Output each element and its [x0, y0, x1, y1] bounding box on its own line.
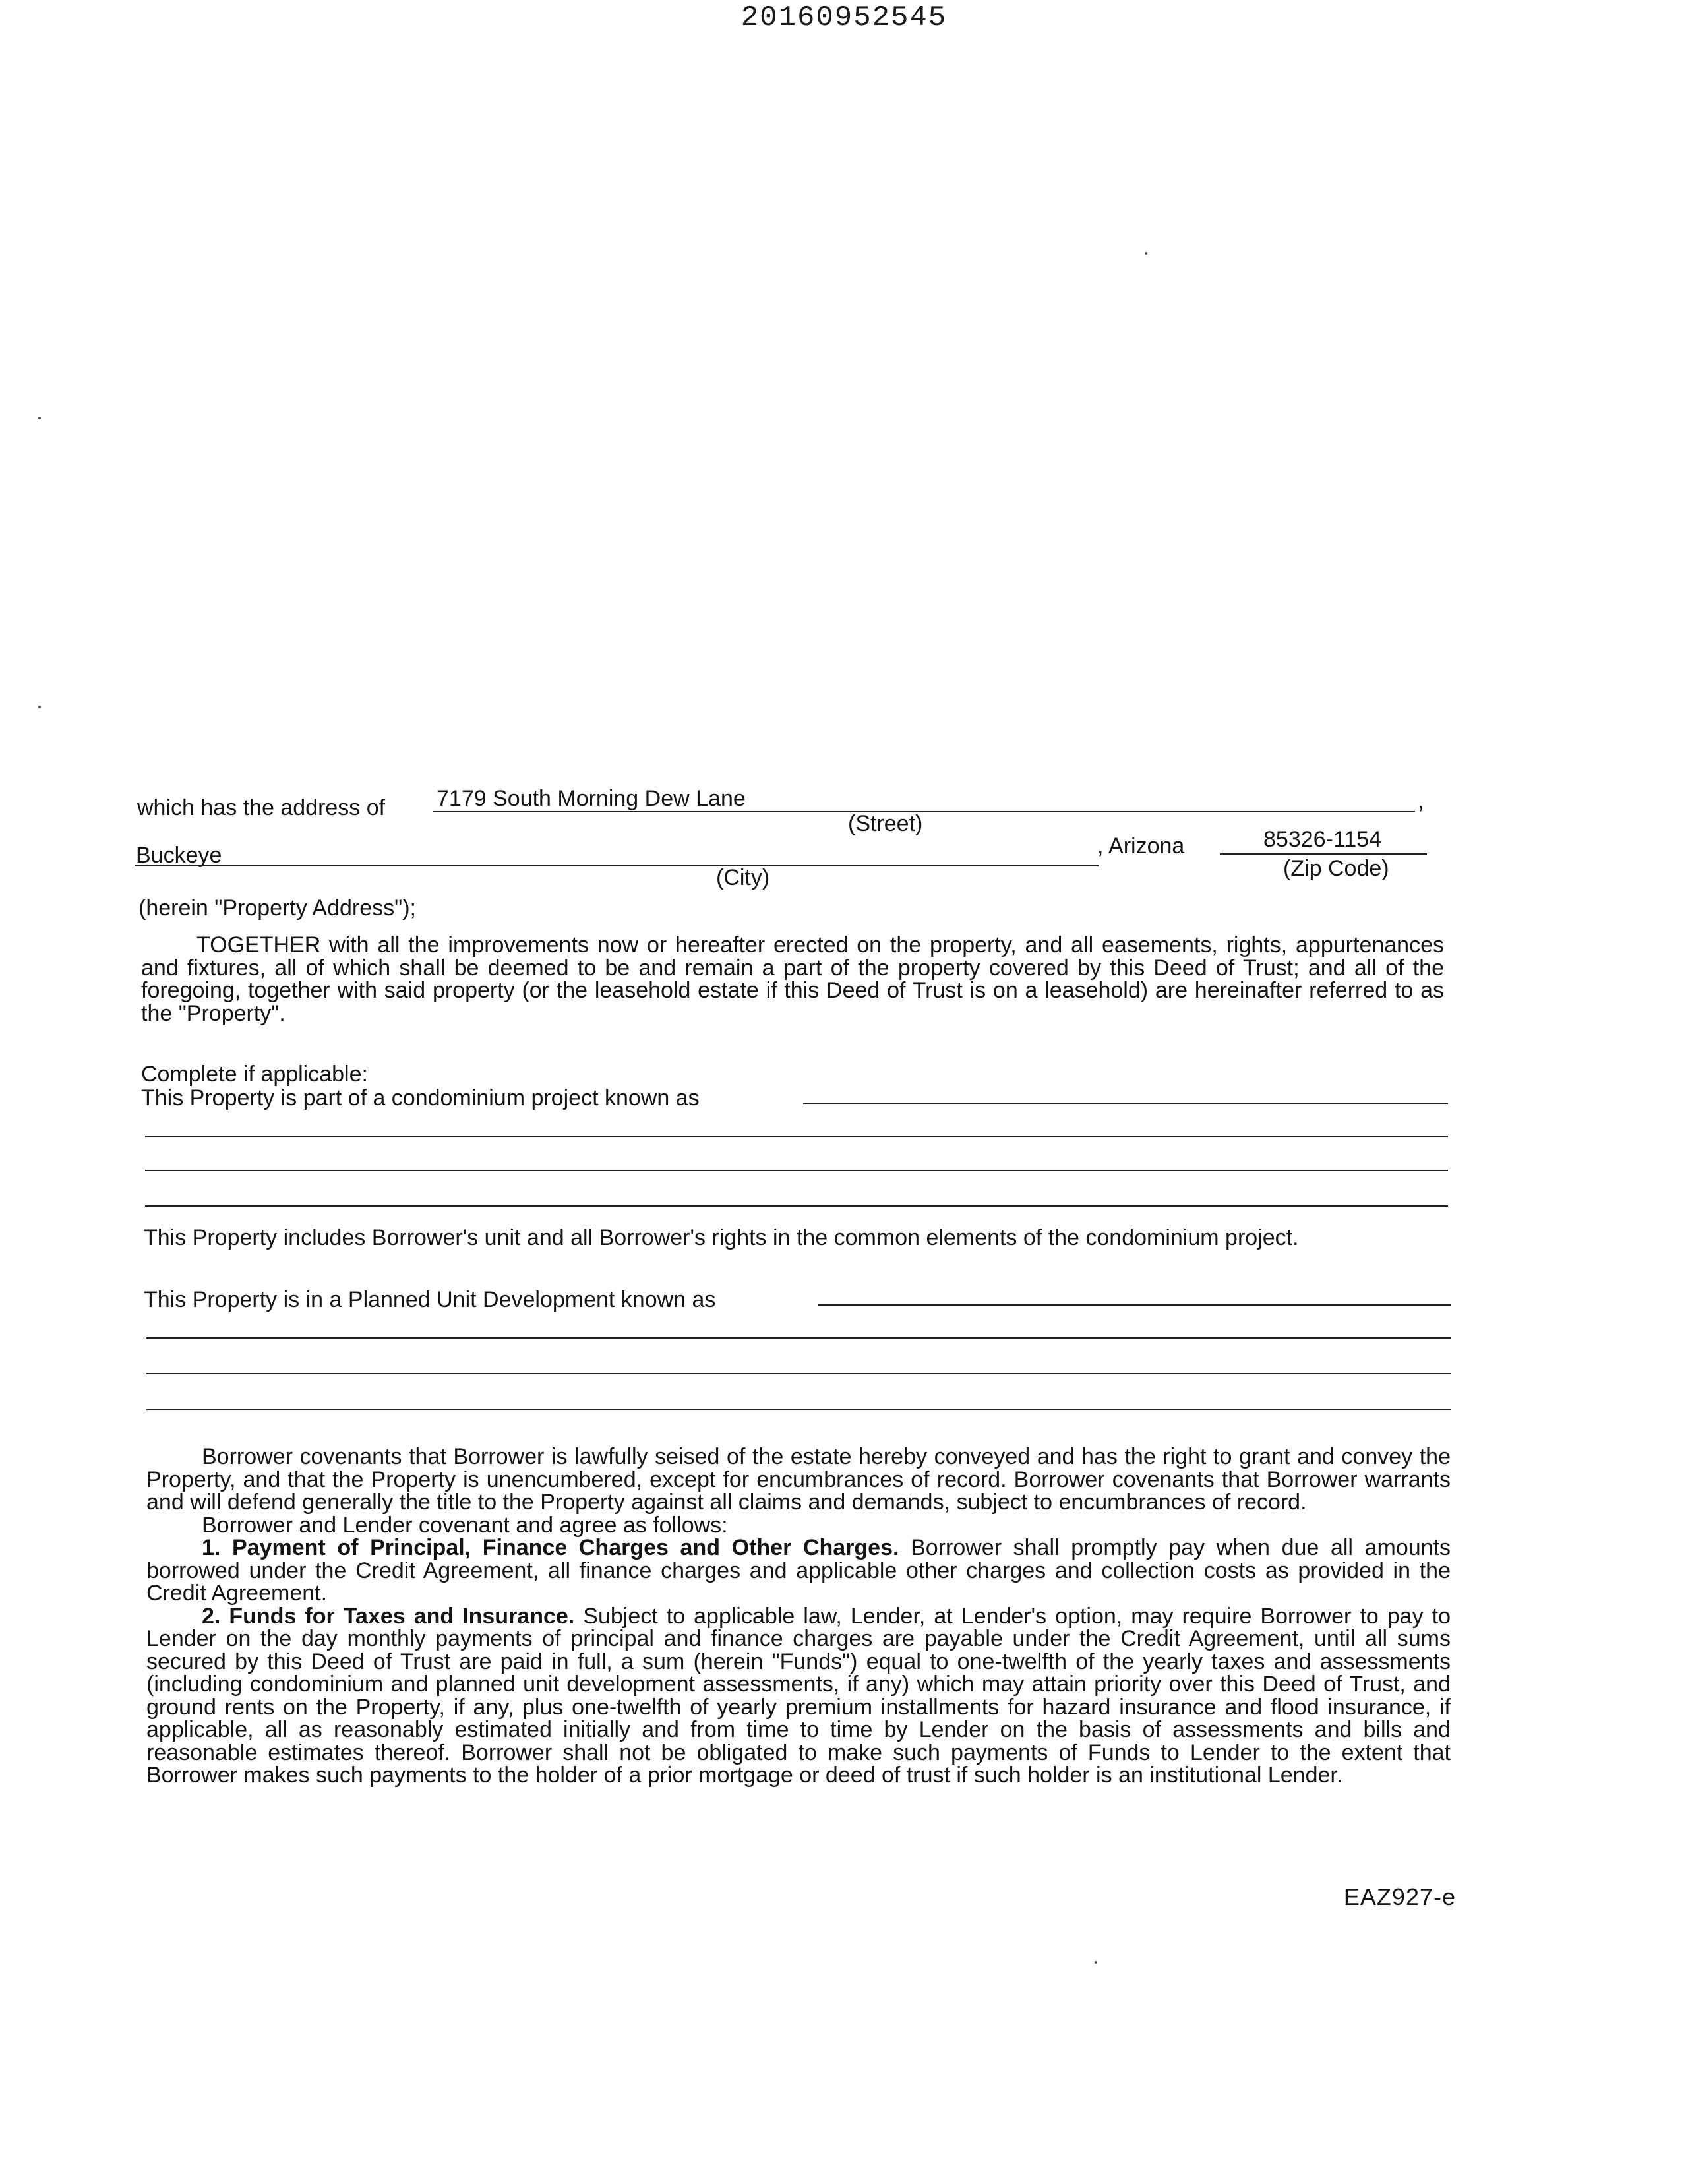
condo-blank-line [145, 1205, 1448, 1207]
condo-blank-line [145, 1136, 1448, 1137]
pud-line-label: This Property is in a Planned Unit Development known as [144, 1287, 716, 1312]
scan-speck [1145, 252, 1147, 255]
together-text: TOGETHER with all the improvements now or hereafter erected on the property, and all easements, rights, appurtenances and fixtures, all of which shall be deemed to be and remain a part of the property covered by this Deed of Trust; and all of the foregoing, together with said property (or the leasehold estate if this Deed of Trust is on a leasehold) are hereinafter referred to as the "Property". [141, 932, 1444, 1026]
seised-covenant: Borrower covenants that Borrower is lawfully seised of the estate hereby conveyed and has the right to grant and convey the Property, and that the Property is unencumbered, except for encumbrances of record. Borrower covenants that Borrower warrants and will defend generally the title to the Property against all claims and demands, subject to encumbrances of record. [146, 1444, 1451, 1515]
condo-includes-paragraph [144, 1227, 1444, 1250]
agree-line: Borrower and Lender covenant and agree as follows: [202, 1512, 728, 1538]
city-line [135, 865, 1099, 866]
scan-speck [38, 417, 41, 419]
item-2-heading: 2. Funds for Taxes and Insurance. [202, 1603, 575, 1629]
address-intro: which has the address of [137, 795, 386, 820]
pud-blank-line [146, 1409, 1451, 1410]
item-2-text: Subject to applicable law, Lender, at Lender's option, may require Borrower to pay to Lender on the day monthly payments of principal and finance charges are payable under the Credit Agreement, until all sums secured by this Deed of Trust are paid in full, a sum (herein "Funds") equal to one-twelfth of the yearly taxes and assessments (including condominium and planned unit development assessments, if any) which may attain priority over this Deed of Trust, and ground rents on the Property, if any, plus one-twelfth of yearly premium installments for hazard insurance and flood insurance, if applicable, all as reasonably estimated initially and from time to time by Lender on the basis of assessments and bills and reasonable estimates thereof. Borrower shall not be obligated to make such payments of Funds to Lender to the extent that Borrower makes such payments to the holder of a prior mortgage or deed of trust if such holder is an institutional Lender. [146, 1603, 1451, 1788]
pud-blank-line [146, 1337, 1451, 1339]
recording-number: 20160952545 [740, 1, 948, 34]
item-1-text: Borrower shall promptly pay when due all amounts borrowed under the Credit Agreement, all finance charges and applicable other charges and collection costs as provided in the Credit Agreement. [146, 1535, 1451, 1606]
scan-speck [38, 706, 41, 708]
covenant-item-2 [146, 1605, 1451, 1787]
condo-blank-line [145, 1170, 1448, 1171]
property-address-herein: (herein "Property Address"); [138, 895, 416, 921]
form-code: EAZ927-e [1343, 1883, 1456, 1910]
covenants-section [146, 1445, 1451, 1787]
city-value: Buckeye [136, 843, 222, 868]
complete-if-applicable: Complete if applicable: [141, 1062, 368, 1087]
item-1-heading: 1. Payment of Principal, Finance Charges and Other Charges. [202, 1535, 899, 1560]
zip-line [1220, 853, 1427, 855]
street-comma: , [1418, 789, 1424, 814]
pud-name-blank [818, 1304, 1451, 1306]
scan-speck [1095, 1961, 1097, 1964]
zip-value: 85326-1154 [1263, 827, 1381, 852]
condo-name-blank [803, 1103, 1448, 1104]
zip-caption: (Zip Code) [1283, 856, 1389, 881]
condo-line-label: This Property is part of a condominium project known as [141, 1085, 700, 1110]
together-paragraph [141, 934, 1444, 1025]
pud-blank-line [146, 1373, 1451, 1374]
city-caption: (City) [716, 865, 770, 890]
street-caption: (Street) [848, 811, 923, 836]
state-value: , Arizona [1097, 834, 1185, 859]
street-value: 7179 South Morning Dew Lane [437, 786, 746, 811]
condo-includes-text: This Property includes Borrower's unit and all Borrower's rights in the common elements of the condominium project. [144, 1225, 1299, 1250]
street-line [433, 811, 1415, 812]
covenant-item-1 [146, 1536, 1451, 1605]
